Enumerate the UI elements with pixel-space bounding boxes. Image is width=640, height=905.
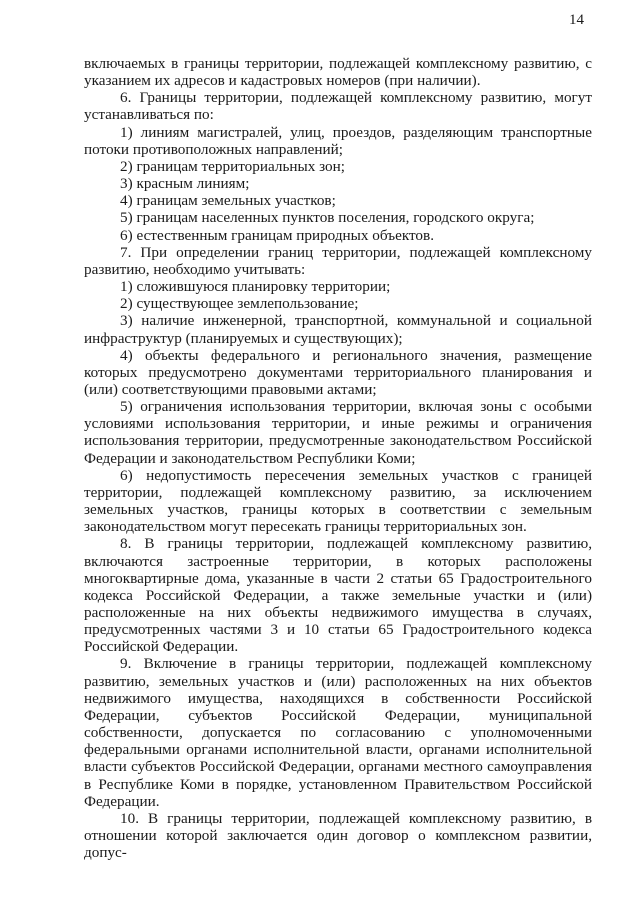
list-item-7-3: 3) наличие инженерной, транспортной, коммунальной и социальной инфраструктур (планируемых и существующих); bbox=[84, 312, 592, 347]
list-item-7-2: 2) существующее землепользование; bbox=[120, 295, 359, 313]
list-item-7-4: 4) объекты федерального и регионального значения, размещение которых предусмотрено документами территориального планирования и (или) соответствующими правовыми актами; bbox=[84, 346, 592, 398]
list-item-7-1: 1) сложившуюся планировку территории; bbox=[120, 278, 391, 296]
paragraph-clause-10: 10. В границы территории, подлежащей комплексному развитию, в отношении которой заключается один договор о комплексном развитии, допус- bbox=[84, 809, 592, 862]
list-item-6-3: 3) красным линиям; bbox=[120, 175, 250, 193]
list-item-7-6: 6) недопустимость пересечения земельных участков с границей территории, подлежащей комплексному развитию, за исключением земельных участков, границы которых в соответствии с земельным законодательством могут пересекать границы территориальных зон. bbox=[84, 466, 592, 536]
paragraph-clause-9: 9. Включение в границы территории, подлежащей комплексному развитию, земельных участков и (или) расположенных на них объектов недвижимого имущества, находящихся в собственности Российской Федерации, субъектов Российской Федерации, муниципальной собственности, допускается по согласованию с уполномоченными федеральными органами исполнительной власти, органами исполнительной власти субъектов Российской Федерации, органами местного самоуправления в Республике Коми в порядке, установленном Правительством Российской Федерации. bbox=[84, 655, 592, 810]
list-item-6-5: 5) границам населенных пунктов поселения, городского округа; bbox=[120, 209, 535, 227]
page-number: 14 bbox=[569, 12, 584, 28]
list-item-6-1: 1) линиям магистралей, улиц, проездов, разделяющим транспортные потоки противоположных направлений; bbox=[84, 123, 592, 158]
paragraph-clause-7: 7. При определении границ территории, подлежащей комплексному развитию, необходимо учитывать: bbox=[84, 243, 592, 278]
list-item-6-6: 6) естественным границам природных объектов. bbox=[120, 226, 434, 244]
paragraph-clause-6: 6. Границы территории, подлежащей комплексному развитию, могут устанавливаться по: bbox=[84, 89, 592, 124]
list-item-6-2: 2) границам территориальных зон; bbox=[120, 157, 345, 175]
paragraph-clause-8: 8. В границы территории, подлежащей комплексному развитию, включаются застроенные территории, в которых расположены многоквартирные дома, указанные в части 2 статьи 65 Градостроительного кодекса Российской Федерации, а также земельные участки и (или) расположенные на них объекты недвижимого имущества в случаях, предусмотренных частями 3 и 10 статьи 65 Градостроительного кодекса Российской Федерации. bbox=[84, 535, 592, 656]
paragraph-continuation: включаемых в границы территории, подлежащей комплексному развитию, с указанием их адресов и кадастровых номеров (при наличии). bbox=[84, 55, 592, 90]
list-item-7-5: 5) ограничения использования территории, включая зоны с особыми условиями использования территории, и иные режимы и ограничения использования территории, предусмотренные законодательством Российской Федерации и законодательством Республики Коми; bbox=[84, 398, 592, 467]
document-body bbox=[84, 55, 592, 861]
list-item-6-4: 4) границам земельных участков; bbox=[120, 192, 336, 210]
